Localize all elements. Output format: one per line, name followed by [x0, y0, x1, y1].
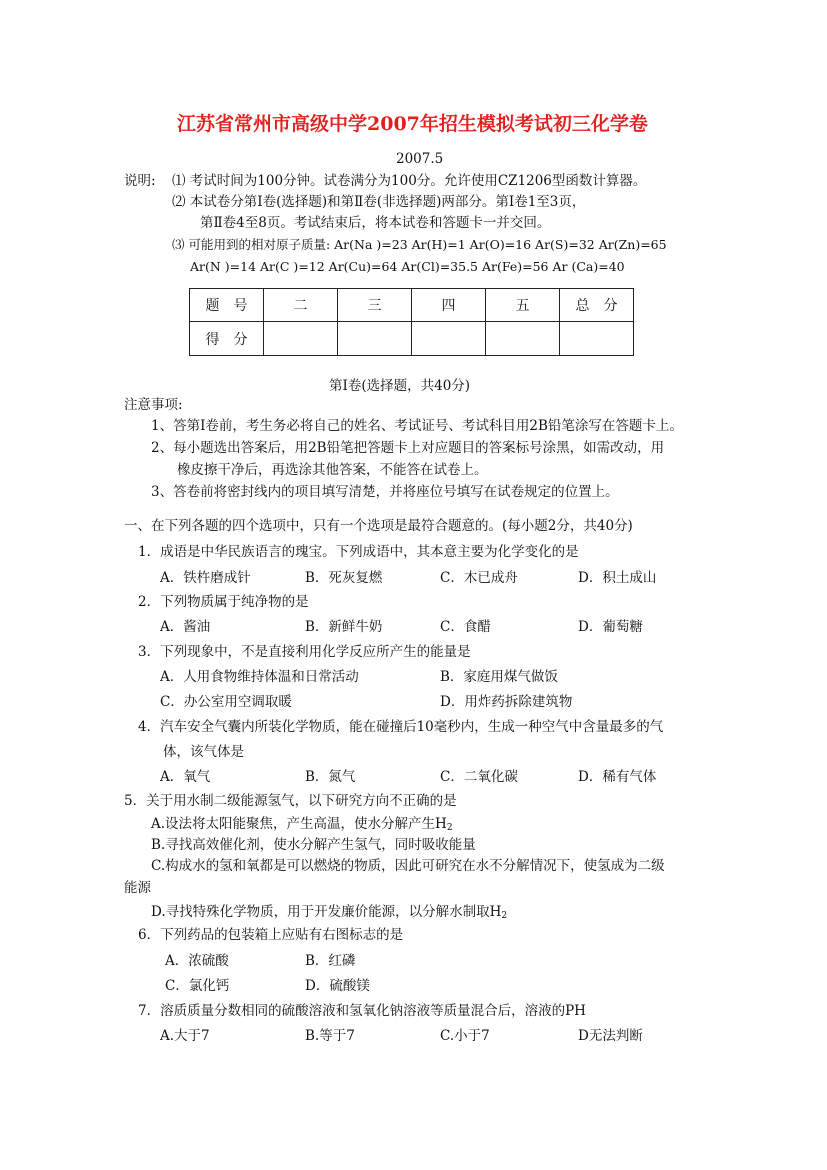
page-title: 江苏省常州市高级中学2007年招生模拟考试初三化学卷 [177, 113, 648, 135]
q6-stem: 6．下列药品的包装箱上应贴有右图标志的是 [138, 927, 404, 943]
note-line-4: ⑶ 可能用到的相对原子质量: Ar(Na )=23 Ar(H)=1 Ar(O)=16 Ar(S)=32 Ar(Zn)=65 [172, 237, 667, 252]
q2-option-d: D．葡萄糖 [578, 619, 643, 635]
attention-2: 2、每小题选出答案后，用2B铅笔把答题卡上对应题目的答案标号涂黑，如需改动，用 [151, 440, 665, 456]
part1-heading: 第Ⅰ卷(选择题，共40分) [329, 378, 471, 394]
q6-option-b: B．红磷 [305, 953, 356, 969]
notes-label: 说明: [124, 173, 156, 189]
score-cell-2[interactable] [264, 322, 338, 356]
q4-option-b: B．氮气 [305, 769, 356, 785]
exam-date: 2007.5 [396, 151, 444, 167]
q1-option-a: A．铁杵磨成针 [160, 570, 251, 586]
q5-option-d-subscript: 2 [501, 911, 508, 921]
score-header-item: 题 号 [190, 289, 264, 322]
attention-1: 1、答第Ⅰ卷前，考生务必将自己的姓名、考试证号、考试科目用2B铅笔涂写在答题卡上。 [151, 418, 683, 434]
q6-option-a: A．浓硫酸 [165, 953, 229, 969]
q3-option-c: C．办公室用空调取暖 [160, 694, 292, 710]
q4-option-c: C．二氧化碳 [440, 769, 518, 785]
q3-option-b: B．家庭用煤气做饭 [440, 669, 558, 685]
attention-3: 3、答卷前将密封线内的项目填写清楚，并将座位号填写在试卷规定的位置上。 [151, 484, 619, 500]
q5-option-c-cont: 能源 [124, 880, 151, 896]
q4-option-d: D．稀有气体 [578, 769, 657, 785]
q1-option-d: D．积土成山 [578, 570, 657, 586]
score-header-3: 三 [338, 289, 412, 322]
q6-option-d: D．硫酸镁 [305, 978, 370, 994]
section1-heading: 一、在下列各题的四个选项中，只有一个选项是最符合题意的。(每小题2分，共40分) [124, 518, 633, 534]
q2-stem: 2．下列物质属于纯净物的是 [138, 594, 309, 610]
q5-stem: 5．关于用水制二级能源氢气，以下研究方向不正确的是 [124, 793, 457, 809]
score-header-2: 二 [264, 289, 338, 322]
note-line-3: 第Ⅱ卷4至8页。考试结束后，将本试卷和答题卡一并交回。 [200, 215, 551, 231]
q5-option-a [151, 815, 453, 837]
q7-stem: 7．溶质质量分数相同的硫酸溶液和氢氧化钠溶液等质量混合后，溶液的PH [138, 1003, 586, 1019]
q5-option-a-text: A.设法将太阳能聚焦，产生高温，使水分解产生H [151, 816, 447, 832]
score-cell-total[interactable] [560, 322, 634, 356]
q2-option-b: B．新鲜牛奶 [305, 619, 383, 635]
q6-option-c: C．氯化钙 [165, 978, 230, 994]
q7-option-d: D无法判断 [578, 1028, 643, 1044]
q3-stem: 3．下列现象中，不是直接利用化学反应所产生的能量是 [138, 644, 471, 660]
q1-stem: 1．成语是中华民族语言的瑰宝。下列成语中，其本意主要为化学变化的是 [138, 544, 579, 560]
q1-option-b: B．死灰复燃 [305, 570, 383, 586]
attention-label: 注意事项: [124, 397, 183, 413]
score-cell-4[interactable] [412, 322, 486, 356]
q2-option-a: A．酱油 [160, 619, 211, 635]
score-header-4: 四 [412, 289, 486, 322]
q4-stem-cont: 体，该气体是 [163, 744, 244, 760]
score-cell-5[interactable] [486, 322, 560, 356]
q3-option-d: D．用炸药拆除建筑物 [440, 694, 573, 710]
score-row-label: 得 分 [190, 322, 264, 356]
q4-stem: 4．汽车安全气囊内所装化学物质，能在碰撞后10毫秒内，生成一种空气中含量最多的气 [138, 719, 664, 735]
q5-option-c: C.构成水的氢和氧都是可以燃烧的物质，因此可研究在水不分解情况下，使氢成为二级 [151, 858, 665, 874]
note-line-5: Ar(N )=14 Ar(C )=12 Ar(Cu)=64 Ar(Cl)=35.5 Ar(Fe)=56 Ar (Ca)=40 [190, 259, 625, 274]
note-line-1: ⑴ 考试时间为100分钟。试卷满分为100分。允许使用CZ1206型函数计算器。 [172, 173, 647, 189]
q7-option-b: B.等于7 [305, 1028, 355, 1044]
q7-option-c: C.小于7 [440, 1028, 490, 1044]
q1-option-c: C．木已成舟 [440, 570, 518, 586]
q3-option-a: A．人用食物维持体温和日常活动 [160, 669, 359, 685]
score-table [189, 288, 634, 356]
score-cell-3[interactable] [338, 322, 412, 356]
attention-2-cont: 橡皮擦干净后，再选涂其他答案，不能答在试卷上。 [177, 462, 488, 478]
q5-option-a-subscript: 2 [446, 823, 453, 833]
score-header-total: 总 分 [560, 289, 634, 322]
score-header-5: 五 [486, 289, 560, 322]
q5-option-d-text: D.寻找特殊化学物质，用于开发廉价能源，以分解水制取H [151, 904, 502, 920]
q5-option-b: B.寻找高效催化剂，使水分解产生氢气，同时吸收能量 [151, 837, 476, 853]
q2-option-c: C．食醋 [440, 619, 491, 635]
q7-option-a: A.大于7 [160, 1028, 210, 1044]
note-line-2: ⑵ 本试卷分第Ⅰ卷(选择题)和第Ⅱ卷(非选择题)两部分。第Ⅰ卷1至3页， [172, 194, 586, 210]
q4-option-a: A．氧气 [160, 769, 211, 785]
q5-option-d [151, 903, 507, 925]
